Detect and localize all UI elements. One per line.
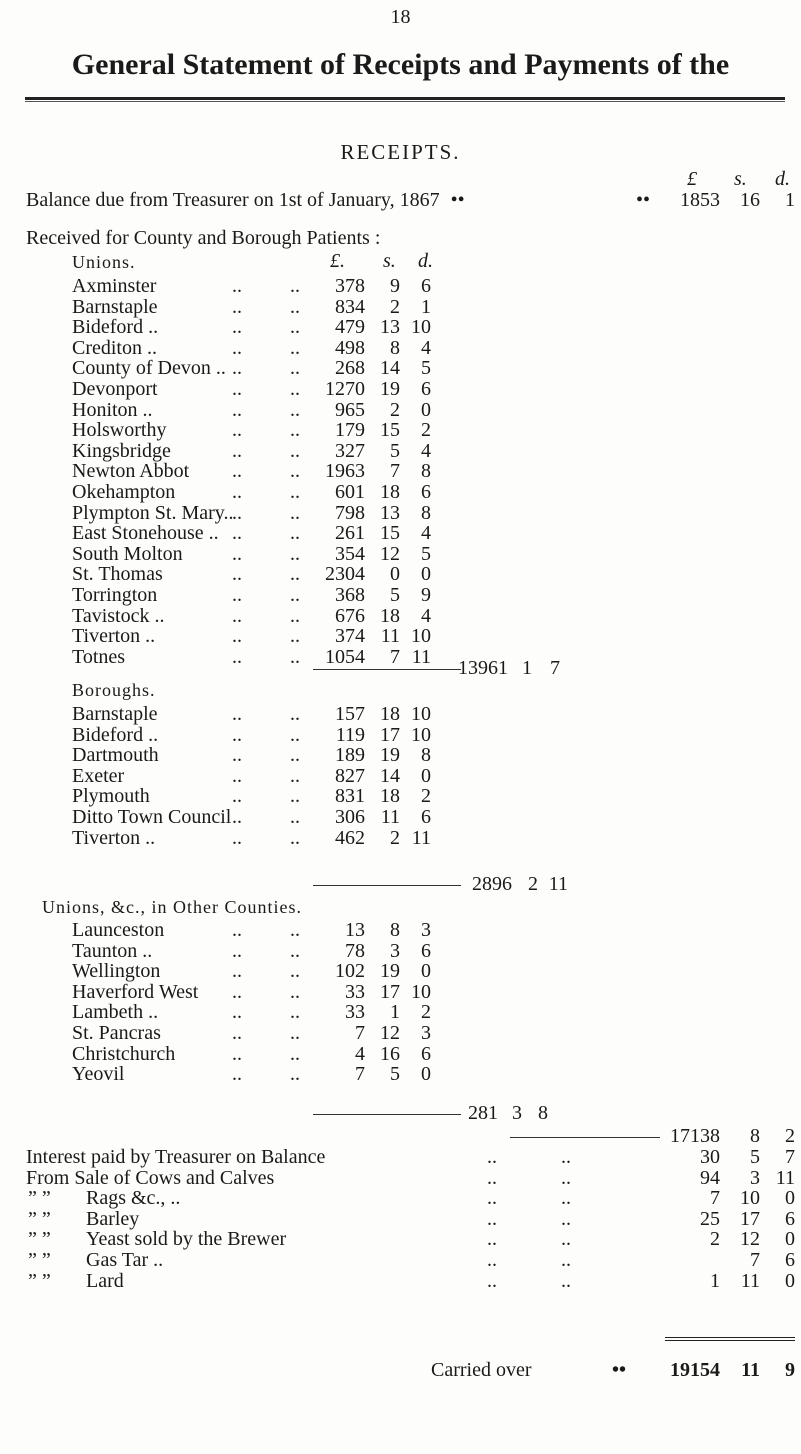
ledger-row-shillings: 12 — [380, 542, 400, 565]
ledger-row-shillings: 7 — [390, 460, 400, 483]
sundry-pence: 6 — [785, 1207, 795, 1230]
ledger-row-pence: 3 — [421, 1022, 431, 1044]
patients-total-rule — [510, 1137, 660, 1138]
ledger-row-pence: 10 — [411, 980, 431, 1003]
leader-dots: .. — [290, 542, 300, 565]
leader-dots: .. — [487, 1269, 497, 1292]
patients-total-shillings: 8 — [750, 1125, 760, 1147]
leader-dots: .. — [487, 1146, 497, 1168]
ledger-row-shillings: 16 — [380, 1042, 400, 1065]
ledger-row-shillings: 2 — [390, 295, 400, 318]
ledger-row-pounds: 327 — [335, 439, 365, 462]
leader-dots: .. — [290, 764, 300, 787]
sundry-shillings: 3 — [750, 1166, 760, 1189]
ledger-row-shillings: 2 — [390, 398, 400, 421]
leader-dots: .. — [232, 764, 242, 787]
other-subtotal-pence: 8 — [538, 1102, 548, 1124]
leader-dots: .. — [290, 563, 300, 586]
leader-dots: .. — [290, 645, 300, 668]
ledger-row-shillings: 14 — [380, 357, 400, 380]
sundry-shillings: 7 — [750, 1249, 760, 1271]
unions-shilling-header: s. — [383, 250, 396, 272]
ledger-row-name: Barnstaple — [72, 295, 158, 318]
leader-dots: .. — [232, 460, 242, 483]
ledger-row-pounds: 33 — [345, 980, 365, 1003]
sundry-pounds: 25 — [700, 1207, 720, 1230]
leader-dots: .. — [561, 1249, 571, 1271]
shilling-header: s. — [734, 168, 747, 190]
leader-dots: .. — [232, 439, 242, 462]
ledger-row-pounds: 306 — [335, 806, 365, 828]
ledger-row-pounds: 78 — [345, 939, 365, 962]
ledger-row-pounds: 102 — [335, 960, 365, 983]
ledger-row-shillings: 15 — [380, 522, 400, 545]
leader-dots: .. — [290, 1001, 300, 1024]
ledger-row-shillings: 19 — [380, 960, 400, 983]
ledger-row-pence: 4 — [421, 604, 431, 627]
ledger-row-pounds: 462 — [335, 826, 365, 849]
ledger-row-pounds: 4 — [355, 1042, 365, 1065]
ledger-row-shillings: 5 — [390, 1063, 400, 1086]
pence-header: d. — [775, 168, 790, 190]
sundry-label: Interest paid by Treasurer on Balance — [26, 1146, 326, 1168]
balance-leader-left: •• — [450, 189, 465, 211]
ledger-row-name: Kingsbridge — [72, 439, 171, 462]
ledger-row-pence: 0 — [421, 398, 431, 421]
leader-dots: .. — [232, 645, 242, 668]
title-rule — [25, 97, 785, 100]
leader-dots: .. — [290, 316, 300, 339]
ditto-mark: ” ” — [28, 1207, 51, 1230]
ledger-row-pence: 6 — [421, 939, 431, 962]
ledger-row-pence: 10 — [411, 723, 431, 746]
title-rule-thin — [25, 101, 785, 102]
leader-dots: .. — [290, 481, 300, 503]
ledger-row-shillings: 18 — [380, 703, 400, 725]
leader-dots: .. — [290, 1042, 300, 1065]
ledger-row-pence: 8 — [421, 501, 431, 524]
sundry-pence: 0 — [785, 1187, 795, 1210]
ledger-row-pounds: 179 — [335, 419, 365, 442]
ledger-row-name: Tavistock .. — [72, 604, 165, 627]
unions-pound-header: £. — [330, 250, 345, 272]
leader-dots: .. — [232, 826, 242, 849]
ledger-row-pounds: 798 — [335, 501, 365, 524]
ledger-row-pounds: 7 — [355, 1063, 365, 1086]
leader-dots: .. — [290, 357, 300, 380]
leader-dots: .. — [290, 275, 300, 297]
leader-dots: .. — [487, 1166, 497, 1189]
leader-dots: .. — [232, 316, 242, 339]
sundry-shillings: 5 — [750, 1146, 760, 1168]
ledger-row-name: County of Devon .. — [72, 357, 226, 380]
ledger-row-pounds: 601 — [335, 481, 365, 503]
ledger-row-pence: 3 — [421, 919, 431, 941]
sundry-pounds: 1 — [710, 1269, 720, 1292]
ledger-row-name: Axminster — [72, 275, 157, 297]
patients-total-pounds: 17138 — [670, 1125, 720, 1147]
leader-dots: .. — [232, 563, 242, 586]
leader-dots: .. — [290, 460, 300, 483]
ledger-row-name: Bideford .. — [72, 723, 159, 746]
ledger-row-name: Taunton .. — [72, 939, 153, 962]
leader-dots: .. — [290, 744, 300, 767]
ledger-row-pence: 0 — [421, 764, 431, 787]
sundry-label: Gas Tar .. — [86, 1249, 164, 1271]
unions-subtotal-shillings: 1 — [522, 657, 532, 679]
leader-dots: .. — [232, 744, 242, 767]
carried-over-pence: 9 — [785, 1359, 795, 1381]
pound-header: £ — [687, 168, 697, 190]
ledger-row-pounds: 33 — [345, 1001, 365, 1024]
ledger-row-name: St. Pancras — [72, 1022, 161, 1044]
carried-over-rule — [665, 1337, 795, 1341]
boroughs-subtotal-shillings: 2 — [528, 873, 538, 895]
balance-pounds: 1853 — [680, 189, 720, 211]
boroughs-subtotal-rule — [313, 885, 461, 886]
ledger-row-name: South Molton — [72, 542, 183, 565]
ledger-row-shillings: 9 — [390, 275, 400, 297]
ledger-row-shillings: 1 — [390, 1001, 400, 1024]
ledger-row-pence: 2 — [421, 785, 431, 808]
carried-over-label: Carried over — [431, 1359, 532, 1381]
ditto-mark: ” ” — [28, 1249, 51, 1271]
ledger-row-name: Yeovil — [72, 1063, 125, 1086]
ledger-row-name: Launceston — [72, 919, 165, 941]
ledger-row-pence: 6 — [421, 275, 431, 297]
leader-dots: .. — [232, 625, 242, 648]
leader-dots: .. — [290, 785, 300, 808]
leader-dots: .. — [232, 501, 242, 524]
carried-over-leader: •• — [612, 1359, 627, 1381]
leader-dots: .. — [290, 826, 300, 849]
unions-subtotal-pence: 7 — [550, 657, 560, 679]
ledger-row-pounds: 368 — [335, 584, 365, 606]
ledger-row-shillings: 11 — [380, 806, 400, 828]
other-counties-heading: Unions, &c., in Other Counties. — [42, 897, 302, 917]
ledger-row-pence: 4 — [421, 522, 431, 545]
ledger-row-pence: 11 — [411, 645, 431, 668]
sundry-label: Barley — [86, 1207, 140, 1230]
ledger-row-pence: 8 — [421, 744, 431, 767]
ledger-row-name: Holsworthy — [72, 419, 167, 442]
ledger-row-shillings: 2 — [390, 826, 400, 849]
ledger-row-name: Lambeth .. — [72, 1001, 159, 1024]
sundry-label: Yeast sold by the Brewer — [86, 1228, 287, 1251]
ledger-row-name: Barnstaple — [72, 703, 158, 725]
ledger-row-pence: 0 — [421, 960, 431, 983]
boroughs-heading: Boroughs. — [72, 680, 156, 700]
ledger-row-pounds: 157 — [335, 703, 365, 725]
sundry-label: From Sale of Cows and Calves — [26, 1166, 275, 1189]
leader-dots: .. — [487, 1207, 497, 1230]
ledger-row-shillings: 11 — [380, 625, 400, 648]
sundry-pounds: 7 — [710, 1187, 720, 1210]
sundry-label: Rags &c., .. — [86, 1187, 181, 1210]
ledger-row-name: Okehampton — [72, 481, 176, 503]
ledger-row-shillings: 7 — [390, 645, 400, 668]
leader-dots: .. — [487, 1249, 497, 1271]
ledger-row-shillings: 3 — [390, 939, 400, 962]
ledger-row-pounds: 1963 — [325, 460, 365, 483]
balance-text: Balance due from Treasurer on 1st of January, 1867 — [26, 189, 440, 211]
leader-dots: .. — [290, 723, 300, 746]
boroughs-subtotal-pounds: 2896 — [472, 873, 512, 895]
sundry-shillings: 11 — [740, 1269, 760, 1292]
ledger-row-name: Haverford West — [72, 980, 199, 1003]
ledger-row-pounds: 1054 — [325, 645, 365, 668]
leader-dots: .. — [290, 295, 300, 318]
leader-dots: .. — [290, 522, 300, 545]
leader-dots: .. — [232, 604, 242, 627]
leader-dots: .. — [290, 919, 300, 941]
ledger-row-name: Exeter — [72, 764, 125, 787]
leader-dots: .. — [232, 378, 242, 400]
ledger-row-pounds: 374 — [335, 625, 365, 648]
leader-dots: .. — [232, 419, 242, 442]
leader-dots: .. — [232, 275, 242, 297]
ledger-row-pence: 5 — [421, 542, 431, 565]
sundry-pence: 7 — [785, 1146, 795, 1168]
ledger-row-shillings: 17 — [380, 723, 400, 746]
leader-dots: .. — [290, 336, 300, 359]
sundry-pence: 6 — [785, 1249, 795, 1271]
ledger-row-name: St. Thomas — [72, 563, 163, 586]
ledger-row-pounds: 831 — [335, 785, 365, 808]
ditto-mark: ” ” — [28, 1269, 51, 1292]
ledger-row-shillings: 18 — [380, 481, 400, 503]
ledger-row-pounds: 268 — [335, 357, 365, 380]
page-number: 18 — [390, 6, 411, 28]
ledger-row-pounds: 2304 — [325, 563, 365, 586]
ledger-row-pounds: 13 — [345, 919, 365, 941]
leader-dots: .. — [561, 1146, 571, 1168]
ledger-row-shillings: 5 — [390, 584, 400, 606]
page-title: General Statement of Receipts and Payments of the — [71, 48, 730, 81]
leader-dots: .. — [232, 939, 242, 962]
leader-dots: .. — [290, 939, 300, 962]
ledger-row-pounds: 498 — [335, 336, 365, 359]
ledger-row-shillings: 19 — [380, 378, 400, 400]
ledger-row-pence: 0 — [421, 563, 431, 586]
ledger-row-pence: 2 — [421, 419, 431, 442]
leader-dots: .. — [487, 1228, 497, 1251]
ledger-row-name: Tiverton .. — [72, 625, 156, 648]
ledger-row-pence: 10 — [411, 625, 431, 648]
ledger-row-name: East Stonehouse .. — [72, 522, 219, 545]
leader-dots: .. — [232, 806, 242, 828]
ledger-row-pounds: 1270 — [325, 378, 365, 400]
ledger-row-name: Bideford .. — [72, 316, 159, 339]
leader-dots: .. — [290, 703, 300, 725]
ledger-row-shillings: 13 — [380, 316, 400, 339]
leader-dots: .. — [290, 806, 300, 828]
ledger-row-shillings: 5 — [390, 439, 400, 462]
ledger-row-shillings: 8 — [390, 919, 400, 941]
sundry-label: Lard — [86, 1269, 124, 1292]
leader-dots: .. — [232, 336, 242, 359]
sundry-pence: 0 — [785, 1269, 795, 1292]
ledger-row-pence: 2 — [421, 1001, 431, 1024]
ledger-row-name: Crediton .. — [72, 336, 157, 359]
leader-dots: .. — [232, 522, 242, 545]
leader-dots: .. — [561, 1166, 571, 1189]
ledger-row-name: Dartmouth — [72, 744, 159, 767]
leader-dots: .. — [561, 1269, 571, 1292]
ledger-row-shillings: 18 — [380, 785, 400, 808]
ledger-row-pounds: 479 — [335, 316, 365, 339]
ledger-row-pence: 10 — [411, 316, 431, 339]
patients-total-pence: 2 — [785, 1125, 795, 1147]
ledger-row-shillings: 19 — [380, 744, 400, 767]
leader-dots: .. — [290, 604, 300, 627]
unions-pence-header: d. — [418, 250, 433, 272]
leader-dots: .. — [487, 1187, 497, 1210]
leader-dots: .. — [232, 723, 242, 746]
ledger-row-name: Plymouth — [72, 785, 150, 808]
ledger-row-pounds: 119 — [335, 723, 365, 746]
leader-dots: .. — [232, 919, 242, 941]
leader-dots: .. — [290, 419, 300, 442]
leader-dots: .. — [290, 1022, 300, 1044]
ledger-row-shillings: 18 — [380, 604, 400, 627]
leader-dots: .. — [232, 703, 242, 725]
ledger-row-pounds: 354 — [335, 542, 365, 565]
carried-over-shillings: 11 — [741, 1359, 760, 1381]
leader-dots: .. — [232, 481, 242, 503]
ledger-row-name: Ditto Town Council — [72, 806, 232, 828]
sundry-pounds: 30 — [700, 1146, 720, 1168]
ledger-row-pence: 8 — [421, 460, 431, 483]
leader-dots: .. — [232, 584, 242, 606]
ledger-row-pounds: 834 — [335, 295, 365, 318]
unions-subtotal-pounds: 13961 — [458, 657, 508, 679]
ledger-row-shillings: 13 — [380, 501, 400, 524]
ledger-row-pounds: 7 — [355, 1022, 365, 1044]
ditto-mark: ” ” — [28, 1187, 51, 1210]
carried-over-pounds: 19154 — [670, 1359, 720, 1381]
ledger-row-pounds: 965 — [335, 398, 365, 421]
ledger-row-shillings: 8 — [390, 336, 400, 359]
receipts-heading: RECEIPTS. — [340, 140, 461, 164]
leader-dots: .. — [232, 785, 242, 808]
leader-dots: .. — [232, 980, 242, 1003]
leader-dots: .. — [232, 357, 242, 380]
ledger-row-pounds: 378 — [335, 275, 365, 297]
ledger-row-pence: 0 — [421, 1063, 431, 1086]
ledger-row-name: Wellington — [72, 960, 161, 983]
boroughs-subtotal-pence: 11 — [548, 873, 568, 895]
received-heading: Received for County and Borough Patients : — [26, 227, 381, 249]
ledger-row-pence: 9 — [421, 584, 431, 606]
balance-label — [26, 188, 465, 213]
leader-dots: .. — [290, 625, 300, 648]
leader-dots: .. — [290, 439, 300, 462]
ledger-row-pence: 6 — [421, 481, 431, 503]
leader-dots: .. — [561, 1187, 571, 1210]
leader-dots: .. — [290, 501, 300, 524]
ledger-row-pence: 4 — [421, 439, 431, 462]
ledger-row-shillings: 14 — [380, 764, 400, 787]
ledger-row-pence: 10 — [411, 703, 431, 725]
leader-dots: .. — [232, 960, 242, 983]
balance-shillings: 16 — [740, 189, 760, 211]
balance-pence: 1 — [785, 189, 795, 211]
leader-dots: .. — [290, 980, 300, 1003]
other-subtotal-shillings: 3 — [512, 1102, 522, 1124]
unions-heading: Unions. — [72, 252, 136, 272]
ledger-row-pence: 6 — [421, 378, 431, 400]
ledger-row-name: Torrington — [72, 584, 158, 606]
other-subtotal-rule — [313, 1114, 461, 1115]
leader-dots: .. — [232, 398, 242, 421]
balance-leader-right: •• — [636, 189, 651, 211]
ledger-row-pence: 6 — [421, 806, 431, 828]
sundry-pounds: 2 — [710, 1228, 720, 1251]
ledger-row-name: Honiton .. — [72, 398, 153, 421]
unions-subtotal-rule — [313, 669, 461, 670]
ledger-row-name: Tiverton .. — [72, 826, 156, 849]
other-subtotal-pounds: 281 — [468, 1102, 498, 1124]
leader-dots: .. — [232, 1022, 242, 1044]
ledger-row-pounds: 261 — [335, 522, 365, 545]
leader-dots: .. — [561, 1207, 571, 1230]
leader-dots: .. — [290, 378, 300, 400]
sundry-shillings: 10 — [740, 1187, 760, 1210]
ledger-row-pounds: 189 — [335, 744, 365, 767]
sundry-shillings: 12 — [740, 1228, 760, 1251]
ledger-row-name: Totnes — [72, 645, 126, 668]
leader-dots: .. — [232, 1042, 242, 1065]
leader-dots: .. — [232, 295, 242, 318]
ledger-row-pounds: 827 — [335, 764, 365, 787]
ledger-row-name: Plympton St. Mary.. — [72, 501, 234, 524]
ledger-row-pence: 1 — [421, 295, 431, 318]
ditto-mark: ” ” — [28, 1228, 51, 1251]
ledger-row-pence: 5 — [421, 357, 431, 380]
leader-dots: .. — [561, 1228, 571, 1251]
ledger-row-name: Devonport — [72, 378, 158, 400]
ledger-row-name: Christchurch — [72, 1042, 176, 1065]
ledger-row-pence: 11 — [411, 826, 431, 849]
leader-dots: .. — [232, 542, 242, 565]
leader-dots: .. — [290, 1063, 300, 1086]
ledger-row-pence: 6 — [421, 1042, 431, 1065]
leader-dots: .. — [232, 1063, 242, 1086]
sundry-shillings: 17 — [740, 1207, 760, 1230]
sundry-pence: 0 — [785, 1228, 795, 1251]
ledger-row-shillings: 0 — [390, 563, 400, 586]
ledger-row-shillings: 12 — [380, 1022, 400, 1044]
ledger-row-shillings: 17 — [380, 980, 400, 1003]
leader-dots: .. — [290, 960, 300, 983]
leader-dots: .. — [232, 1001, 242, 1024]
sundry-pence: 11 — [775, 1166, 795, 1189]
ledger-row-pence: 4 — [421, 336, 431, 359]
ledger-row-pounds: 676 — [335, 604, 365, 627]
leader-dots: .. — [290, 398, 300, 421]
ledger-row-shillings: 15 — [380, 419, 400, 442]
sundry-pounds: 94 — [700, 1166, 720, 1189]
leader-dots: .. — [290, 584, 300, 606]
ledger-row-name: Newton Abbot — [72, 460, 190, 483]
